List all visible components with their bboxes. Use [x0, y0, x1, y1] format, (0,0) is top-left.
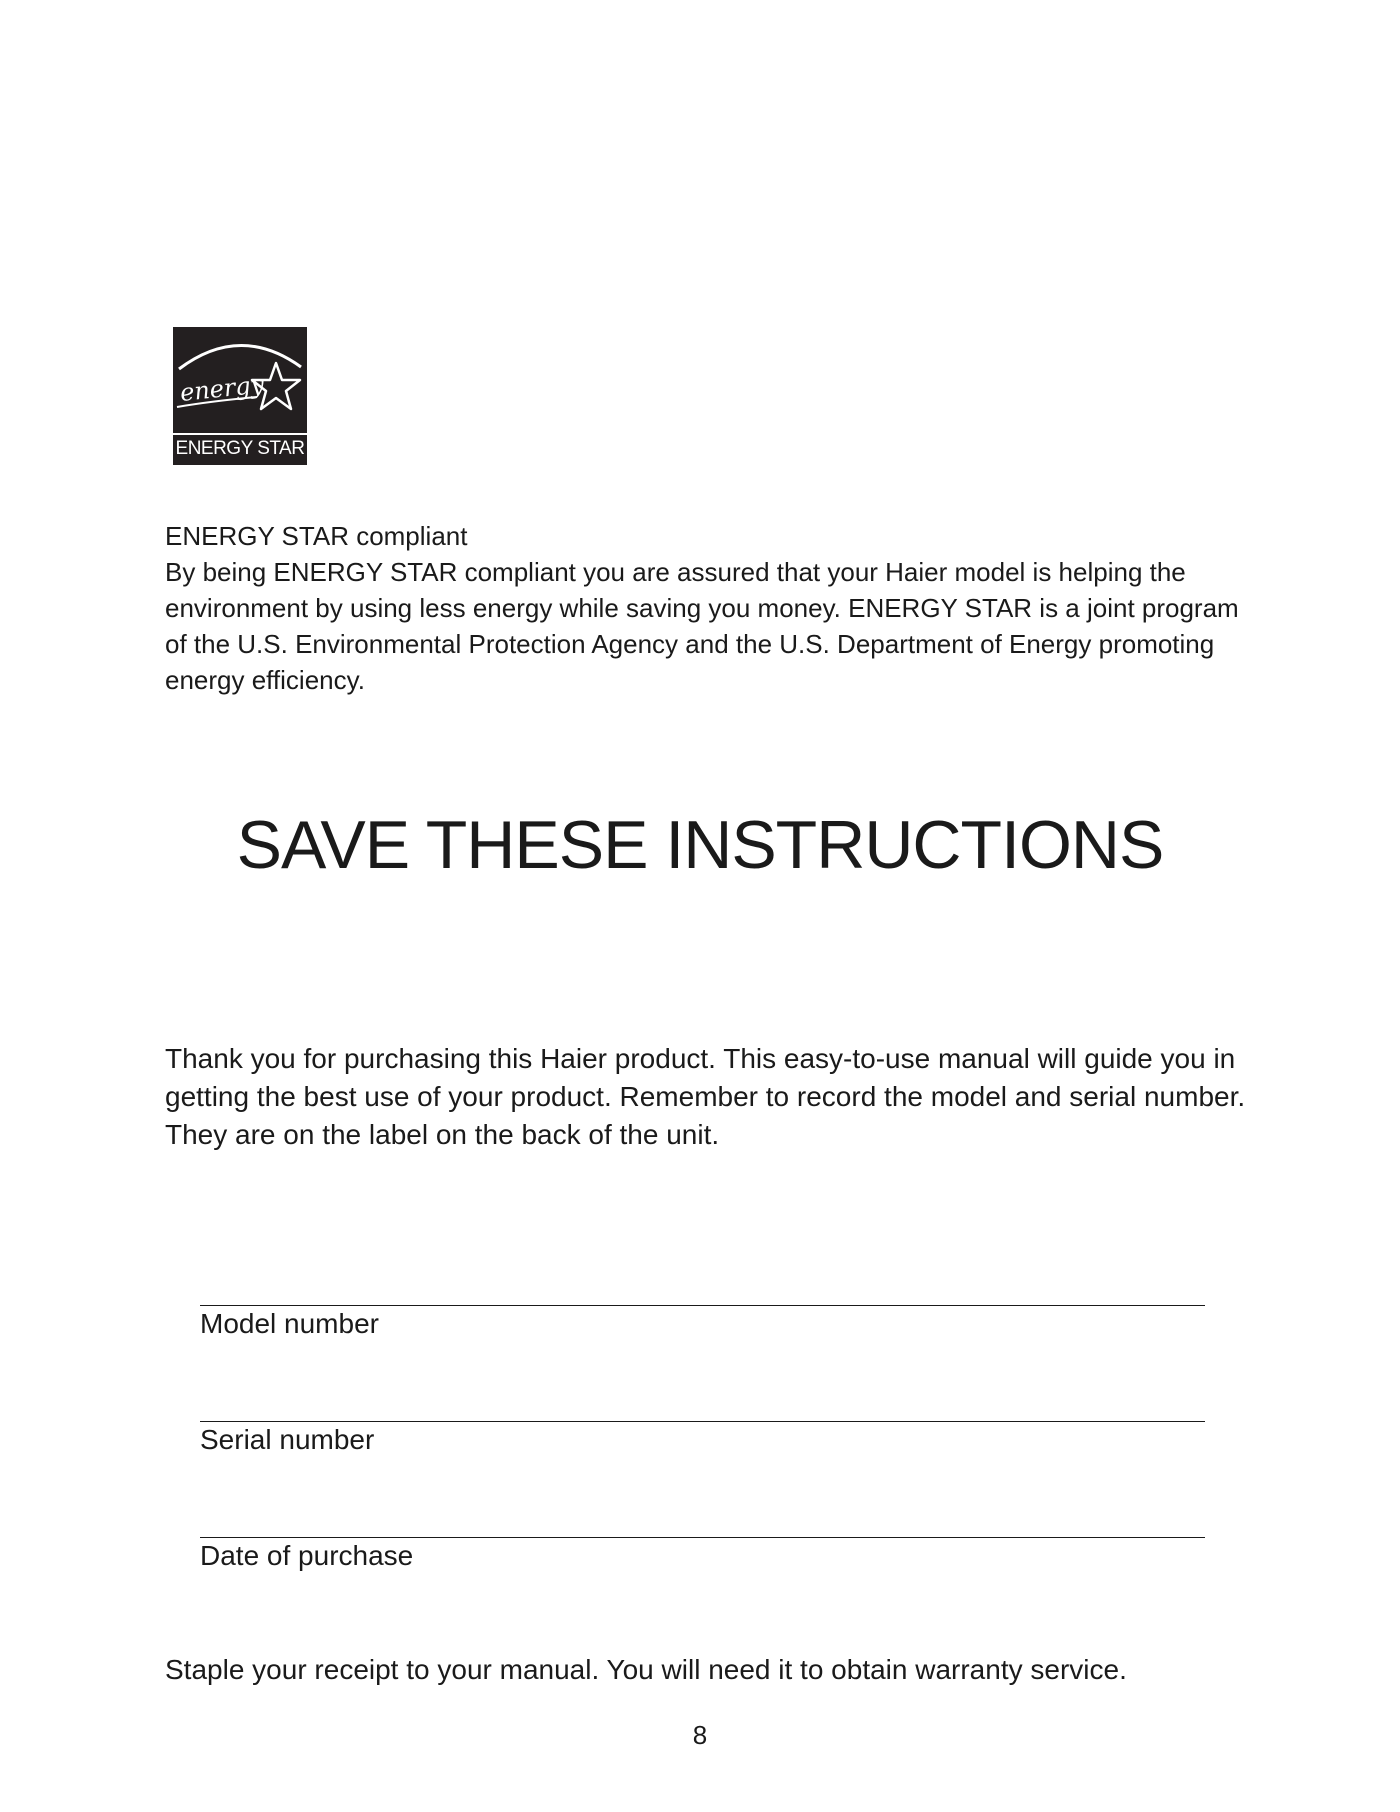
model-number-label: Model number	[200, 1308, 379, 1339]
staple-receipt-note: Staple your receipt to your manual. You will need it to obtain warranty service.	[165, 1654, 1127, 1685]
date-of-purchase-field	[200, 1537, 1205, 1574]
energy-star-section	[165, 518, 1245, 698]
model-number-field	[200, 1305, 1205, 1342]
intro-paragraph: Thank you for purchasing this Haier product. This easy-to-use manual will guide you in getting the best use of your product. Remember to record the model and serial number. They are on the label on the back of the unit.	[165, 1043, 1246, 1150]
energy-star-heading: ENERGY STAR compliant	[165, 521, 468, 551]
energy-star-label: ENERGY STAR	[173, 433, 307, 465]
energy-star-logo	[173, 327, 307, 465]
date-of-purchase-label: Date of purchase	[200, 1540, 414, 1571]
page-number: 8	[692, 1720, 708, 1750]
page-title: SAVE THESE INSTRUCTIONS	[236, 807, 1164, 883]
energy-star-mark-icon	[173, 327, 307, 433]
energy-star-description: By being ENERGY STAR compliant you are assured that your Haier model is helping the environment by using less energy while saving you money. ENERGY STAR is a joint program of the U.S. Environmental Protection Agency and the U.S. Department of Energy promoting energy efficiency.	[165, 557, 1239, 695]
serial-number-label: Serial number	[200, 1424, 375, 1455]
svg-text:energy: energy	[178, 370, 266, 407]
serial-number-field	[200, 1421, 1205, 1458]
